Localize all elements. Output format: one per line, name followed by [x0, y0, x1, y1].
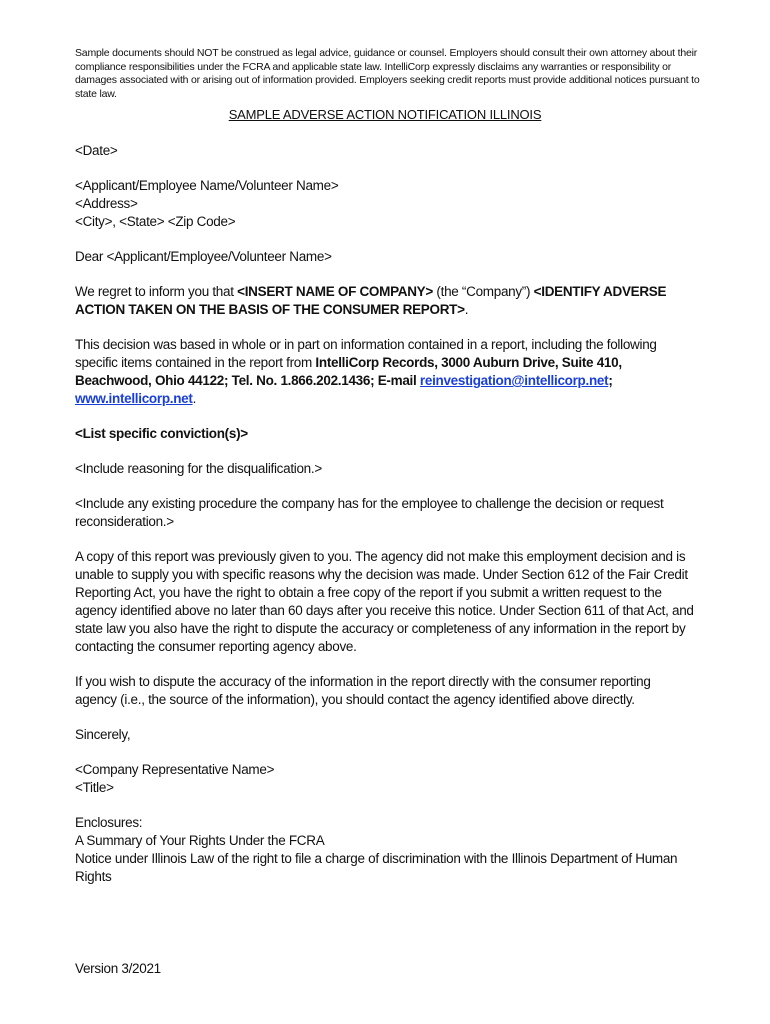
representative-title: <Title>	[75, 780, 114, 795]
version-label: Version 3/2021	[75, 961, 161, 976]
document-title: SAMPLE ADVERSE ACTION NOTIFICATION ILLINOIS	[228, 107, 542, 122]
link-separator: ;	[608, 373, 613, 388]
enclosure-item: A Summary of Your Rights Under the FCRA	[75, 833, 325, 848]
convictions-text: <List specific conviction(s)>	[75, 426, 248, 441]
recipient-street: <Address>	[75, 196, 138, 211]
dispute-paragraph: If you wish to dispute the accuracy of the information in the report directly with the consumer reporting agency (i.e., the source of the information), you should contact the agency identified above directly.	[75, 674, 651, 707]
enclosures-block	[75, 814, 695, 886]
enclosure-item: Notice under Illinois Law of the right to file a charge of discrimination with the Illinois Department of Human Rights	[75, 851, 678, 884]
convictions-placeholder	[75, 425, 695, 443]
website-link[interactable]: www.intellicorp.net	[75, 391, 193, 406]
recipient-address-block	[75, 177, 695, 231]
signature-block	[75, 761, 695, 797]
closing: Sincerely,	[75, 727, 131, 742]
date-placeholder: <Date>	[75, 143, 118, 158]
basis-end: .	[192, 391, 197, 406]
adverse-action-placeholder: <IDENTIFY ADVERSE ACTION TAKEN ON THE BASIS OF THE CONSUMER REPORT>	[75, 284, 667, 317]
letter-body	[75, 142, 695, 903]
copy-notice-paragraph: A copy of this report was previously given to you. The agency did not make this employment decision and is unable to supply you with specific reasons why the decision was made. Under Section 612 of the Fair Credit Reporting Act, you have the right to obtain a free copy of the report if you submit a written request to the agency identified above no later than 60 days after you receive this notice. Under Section 611 of that Act, and state law you also have the right to dispute the accuracy or completeness of any information in the report by contacting the consumer reporting agency above.	[75, 549, 694, 654]
procedure-placeholder: <Include any existing procedure the company has for the employee to challenge the decision or request reconsideration.>	[75, 496, 664, 529]
reasoning-placeholder: <Include reasoning for the disqualification.>	[75, 461, 322, 476]
enclosures-heading: Enclosures:	[75, 815, 143, 830]
recipient-name: <Applicant/Employee Name/Volunteer Name>	[75, 178, 339, 193]
recipient-city-state-zip: <City>, <State> <Zip Code>	[75, 214, 236, 229]
regret-end: .	[464, 302, 469, 317]
regret-paragraph	[75, 283, 695, 319]
regret-lead: We regret to inform you that	[75, 284, 238, 299]
email-link[interactable]: reinvestigation@intellicorp.net	[419, 373, 609, 388]
regret-middle: (the “Company”)	[432, 284, 534, 299]
representative-name: <Company Representative Name>	[75, 762, 275, 777]
legal-disclaimer: Sample documents should NOT be construed as legal advice, guidance or counsel. Employers should consult their own attorney about their compliance responsibilities under the FCRA and applicable state law. IntelliCorp expressly disclaims any warranties or responsibility or damages associated with or arising out of information provided. Employers seeking credit reports must provide additional notices pursuant to state law.	[75, 47, 700, 100]
basis-paragraph	[75, 336, 695, 408]
agency-contact: IntelliCorp Records, 3000 Auburn Drive, Suite 410, Beachwood, Ohio 44122; Tel. No. 1.866.202.1436; E-mail	[75, 355, 622, 388]
salutation: Dear <Applicant/Employee/Volunteer Name>	[75, 249, 332, 264]
basis-lead: This decision was based in whole or in part on information contained in a report, including the following specific items contained in the report from	[75, 337, 657, 370]
company-placeholder: <INSERT NAME OF COMPANY>	[237, 284, 433, 299]
